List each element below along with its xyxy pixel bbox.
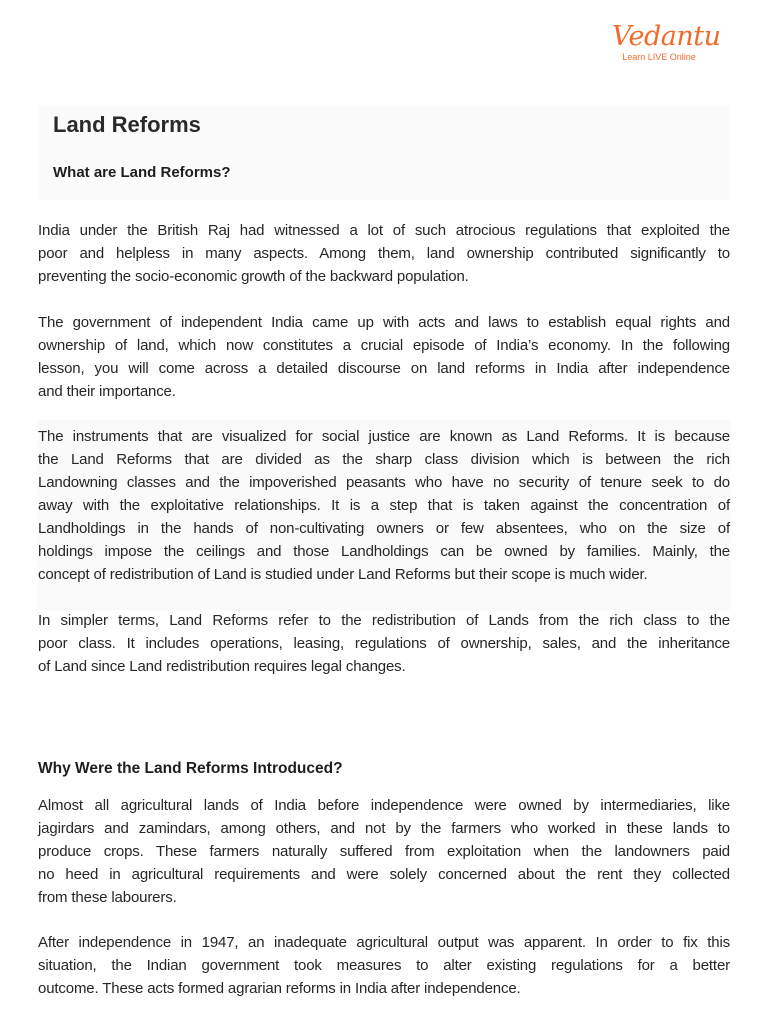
paragraph (38, 931, 730, 1000)
paragraph (38, 219, 730, 288)
paragraph (38, 425, 730, 586)
page-title: Land Reforms (53, 112, 201, 137)
paragraph-line: poor and helpless in many aspects. Among them, land ownership contributed significantly to (38, 245, 730, 262)
section-heading-what: What are Land Reforms? (53, 164, 231, 181)
paragraph-line: away with the exploitative relationships. It is a step that is taken against the concentration of (38, 497, 730, 514)
paragraph-line: After independence in 1947, an inadequate agricultural output was apparent. In order to fix this (38, 934, 730, 951)
paragraph-line: Landowning classes and the impoverished peasants who have no security of tenure seek to do (38, 474, 730, 491)
paragraph-line: the Land Reforms that are divided as the sharp class division which is between the rich (38, 451, 730, 468)
logo-wordmark: Vedantu (612, 21, 721, 52)
paragraph-line: lesson, you will come across a detailed discourse on land reforms in India after independence (38, 360, 730, 377)
paragraph (38, 609, 730, 678)
paragraph (38, 794, 730, 909)
vedantu-logo (612, 21, 721, 62)
paragraph (38, 311, 730, 403)
paragraph-line: Landholdings in the hands of non-cultivating owners or few absentees, who on the size of (38, 520, 730, 537)
paragraph-line: holdings impose the ceilings and those Landholdings can be owned by families. Mainly, the (38, 543, 730, 560)
paragraph-line: The government of independent India came up with acts and laws to establish equal rights and (38, 314, 730, 331)
paragraph-line: produce crops. These farmers naturally suffered from exploitation when the landowners paid (38, 843, 730, 860)
paragraph-line: India under the British Raj had witnessed a lot of such atrocious regulations that exploited the (38, 222, 730, 239)
paragraph-line: poor class. It includes operations, leasing, regulations of ownership, sales, and the inheritance (38, 635, 730, 652)
paragraph-line: ownership of land, which now constitutes a crucial episode of India’s economy. In the following (38, 337, 730, 354)
paragraph-line: no heed in agricultural requirements and were solely concerned about the rent they collected (38, 866, 730, 883)
paragraph-line: situation, the Indian government took measures to alter existing regulations for a better (38, 957, 730, 974)
section-heading-why: Why Were the Land Reforms Introduced? (38, 760, 343, 777)
paragraph-line: Almost all agricultural lands of India before independence were owned by intermediaries, like (38, 797, 730, 814)
paragraph-line: The instruments that are visualized for social justice are known as Land Reforms. It is because (38, 428, 730, 445)
paragraph-line: and their importance. (38, 383, 176, 400)
logo-tagline: Learn LIVE Online (622, 52, 696, 62)
paragraph-line: jagirdars and zamindars, among others, and not by the farmers who worked in these lands to (38, 820, 730, 837)
paragraph-line: outcome. These acts formed agrarian reforms in India after independence. (38, 980, 521, 997)
paragraph-line: of Land since Land redistribution requires legal changes. (38, 658, 406, 675)
paragraph-line: concept of redistribution of Land is studied under Land Reforms but their scope is much wider. (38, 566, 648, 583)
paragraph-line: preventing the socio-economic growth of the backward population. (38, 268, 469, 285)
paragraph-line: In simpler terms, Land Reforms refer to the redistribution of Lands from the rich class to the (38, 612, 730, 629)
paragraph-line: from these labourers. (38, 889, 177, 906)
